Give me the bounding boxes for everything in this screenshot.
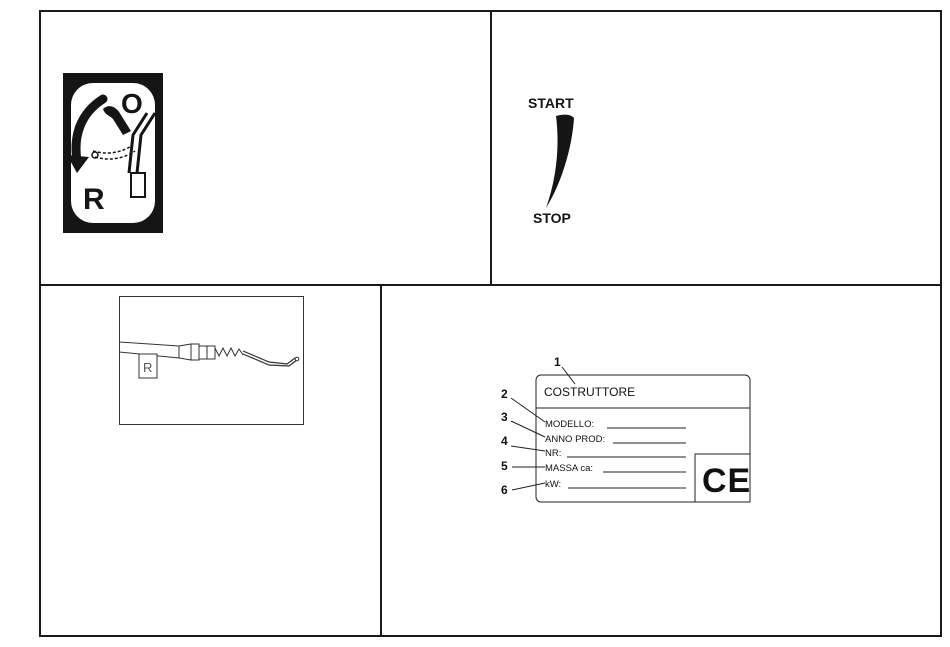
cable-illustration [119,296,304,426]
callout-2: 2 [501,387,508,401]
switch-label-start: START [528,95,574,111]
callout-1: 1 [554,355,561,369]
throttle-lever-icon [63,73,163,233]
callout-4: 4 [501,434,508,448]
plate-field-kw: kW: [545,479,562,490]
throttle-label-top: O [121,88,143,119]
plate-field-modello: MODELLO: [545,419,595,430]
throttle-label-bottom: R [83,183,105,216]
cable-tag-letter: R [143,360,153,375]
identification-plate [495,350,760,510]
start-stop-switch-icon [520,90,610,230]
divider-top-vertical [490,10,492,286]
switch-label-stop: STOP [533,210,571,226]
callout-6: 6 [501,483,508,497]
divider-bottom-vertical [380,284,382,637]
plate-field-nr: NR: [545,448,562,459]
ce-mark: CE [702,462,752,500]
callout-5: 5 [501,459,508,473]
callout-3: 3 [501,410,508,424]
plate-field-massa: MASSA ca: [545,463,594,474]
plate-field-anno-prod: ANNO PROD: [545,434,606,445]
divider-horizontal [39,284,942,286]
plate-header: COSTRUTTORE [544,385,636,399]
